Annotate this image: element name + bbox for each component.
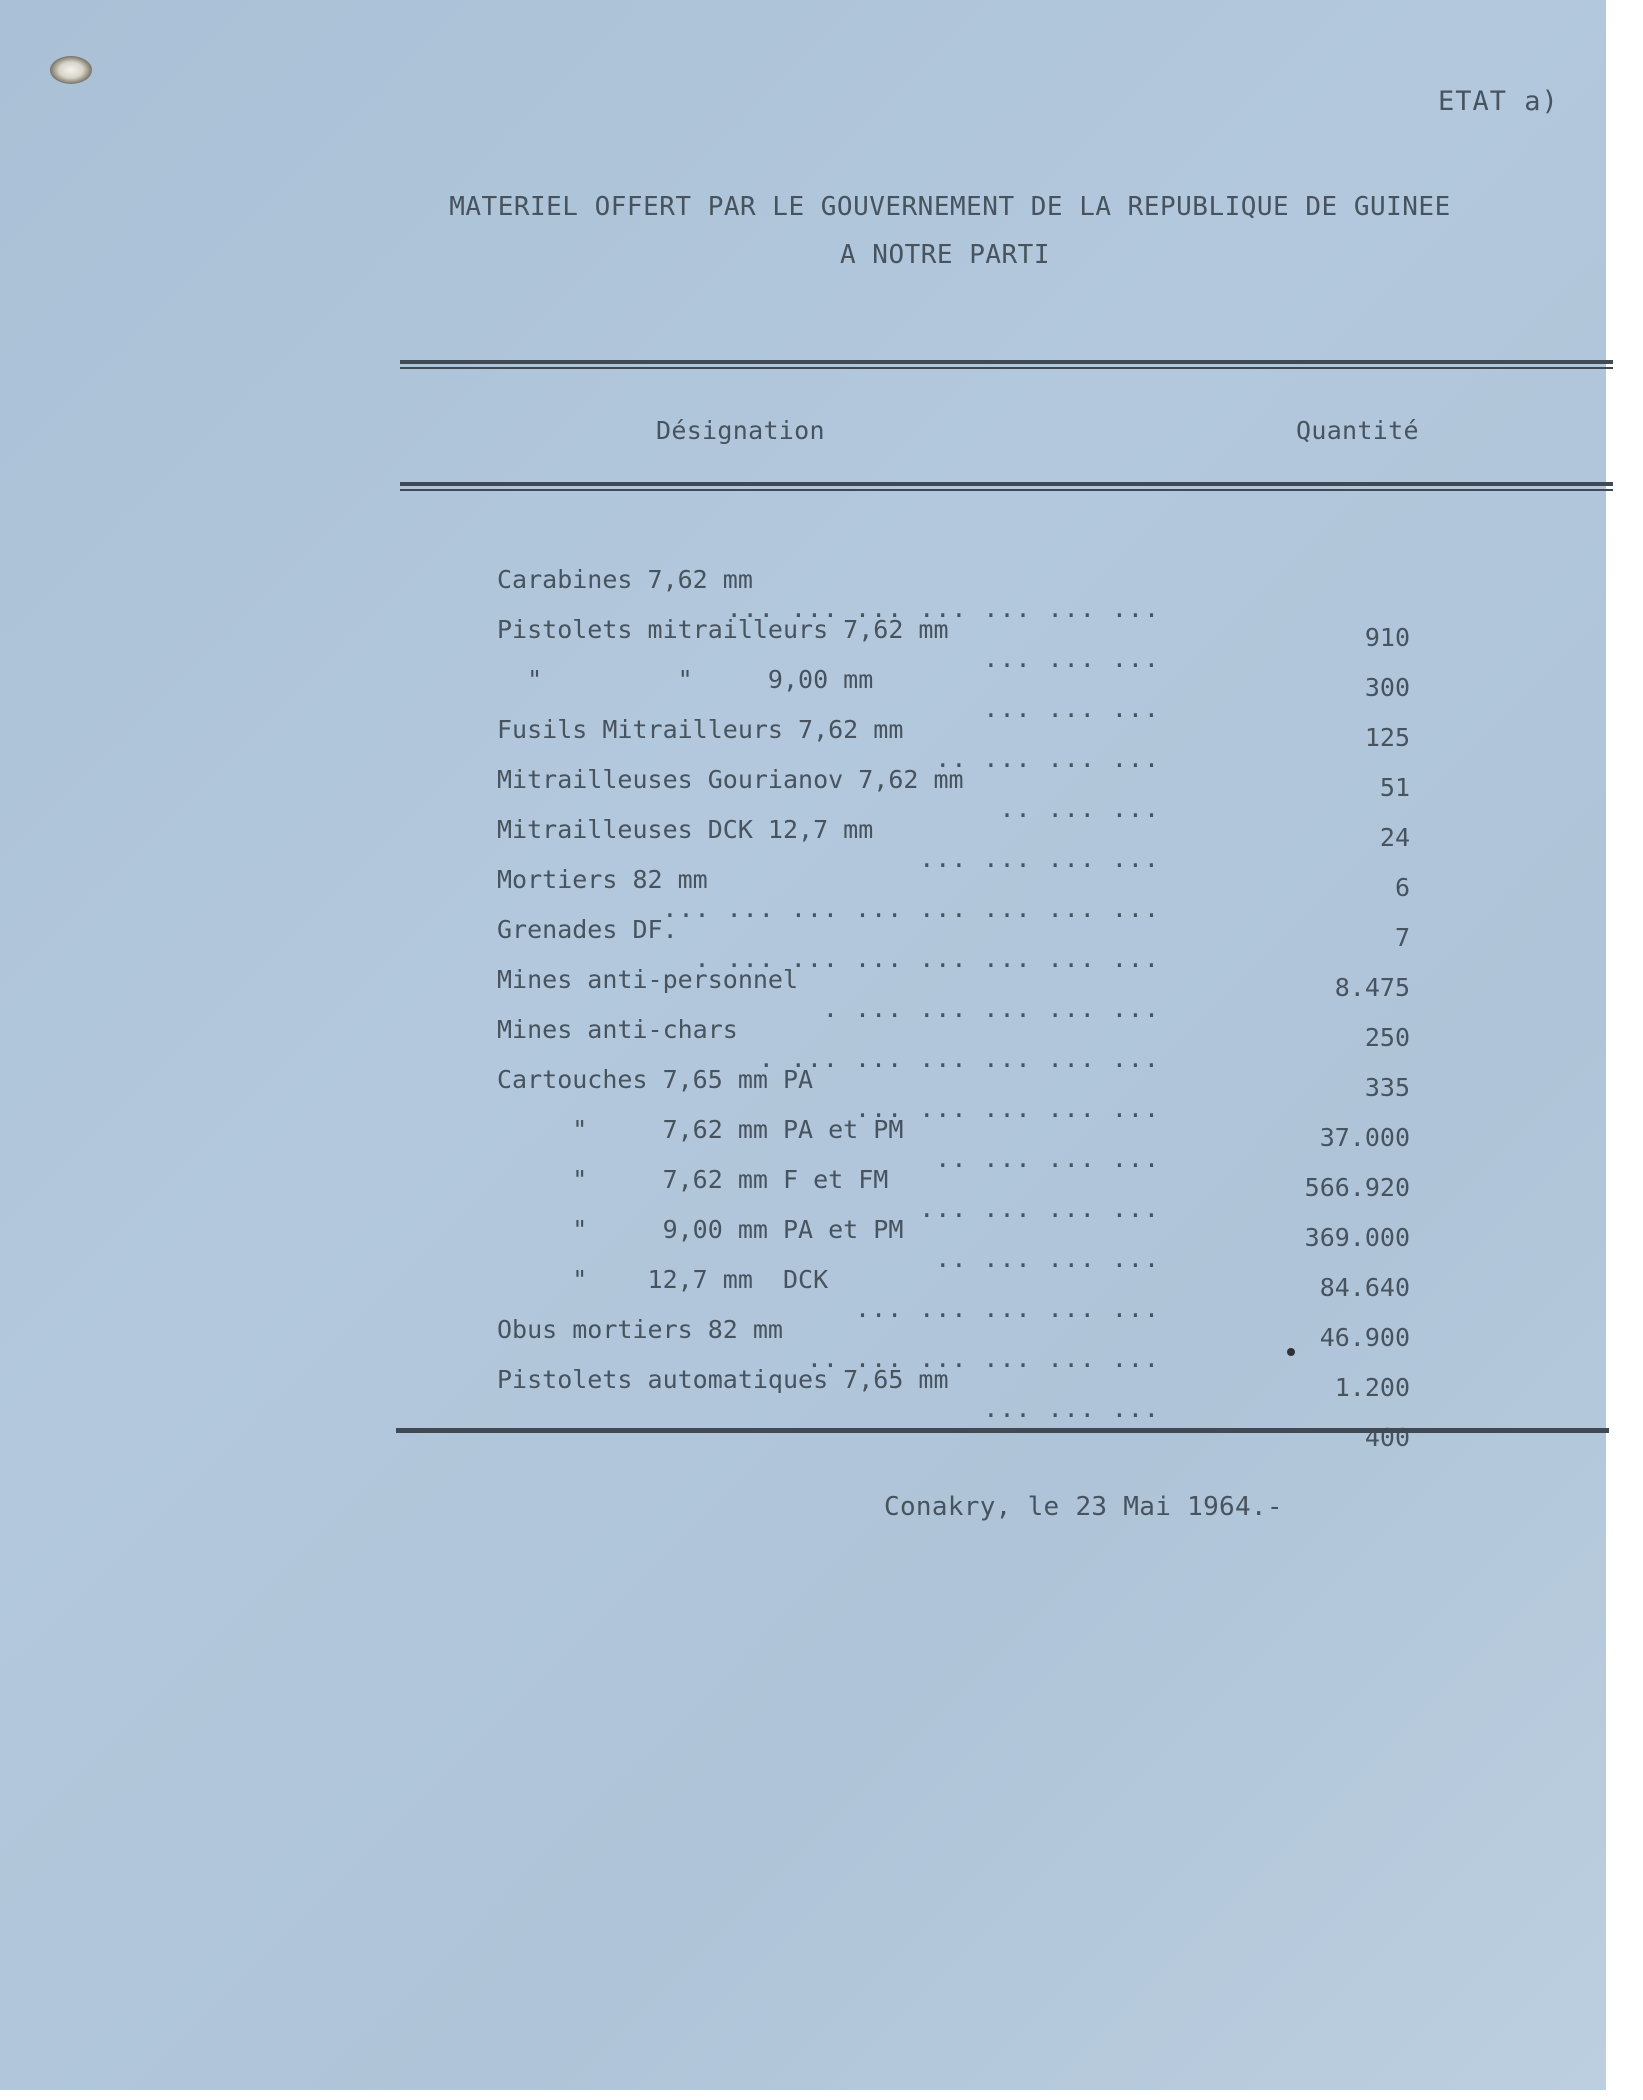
row-leader-dots: ... ... ... [983,1394,1160,1423]
row-leader-dots: .. ... ... [999,794,1160,823]
document-title-line-1: MATERIEL OFFERT PAR LE GOUVERNEMENT DE LA REPUBLIQUE DE GUINEE [449,192,1451,222]
row-leader-dots: ... ... ... ... [919,844,1160,873]
row-leader-dots: ... ... ... ... ... [855,1294,1160,1323]
row-quantity: 335 [1364,1073,1410,1102]
row-quantity: 1.200 [1334,1373,1410,1402]
table-bottom-rule [396,1428,1609,1433]
paper-stain [50,56,92,84]
column-header-designation: Désignation [656,416,825,445]
row-leader-dots: . ... ... ... ... ... ... ... [694,944,1160,973]
row-quantity: 400 [1364,1423,1410,1452]
ink-speck [1287,1348,1295,1356]
row-leader-dots: .. ... ... ... [935,744,1160,773]
row-quantity: 910 [1364,623,1410,652]
row-leader-dots: . ... ... ... ... ... ... [758,1044,1160,1073]
row-leader-dots: ... ... ... ... ... ... ... [726,594,1160,623]
table-top-rule-thin [400,367,1613,369]
document-reference: ETAT a) [1438,86,1559,117]
table-top-rule [400,360,1613,364]
header-bottom-rule-thin [400,489,1613,491]
row-quantity: 250 [1364,1023,1410,1052]
row-quantity: 37.000 [1319,1123,1410,1152]
place-and-date: Conakry, le 23 Mai 1964.- [884,1492,1283,1522]
row-designation: Mitrailleuses Gourianov 7,62 mm [497,765,979,794]
row-designation: Carabines 7,62 mm [497,565,783,594]
row-designation: " 7,62 mm PA et PM [497,1115,919,1144]
row-designation: Cartouches 7,65 mm PA [497,1065,844,1094]
row-leader-dots: .. ... ... ... [935,1244,1160,1273]
row-designation: Grenades DF. [497,915,693,944]
row-quantity: 51 [1379,773,1410,802]
document-title-line-2: A NOTRE PARTI [840,240,1050,270]
row-designation: " 7,62 mm F et FM [497,1165,904,1194]
header-bottom-rule [400,482,1613,486]
row-designation: Mitrailleuses DCK 12,7 mm [497,815,904,844]
row-quantity: 7 [1394,923,1410,952]
row-designation: Mortiers 82 mm [497,865,723,894]
row-leader-dots: .. ... ... ... ... ... [806,1344,1160,1373]
row-leader-dots: .. ... ... ... [935,1144,1160,1173]
row-quantity: 300 [1364,673,1410,702]
row-quantity: 46.900 [1319,1323,1410,1352]
row-quantity: 6 [1394,873,1410,902]
row-designation: Pistolets automatiques 7,65 mm [497,1365,964,1394]
row-designation: " 9,00 mm PA et PM [497,1215,919,1244]
row-quantity: 125 [1364,723,1410,752]
row-designation: " 12,7 mm DCK [497,1265,844,1294]
row-leader-dots: ... ... ... ... ... [855,1094,1160,1123]
column-header-quantite: Quantité [1296,416,1419,445]
row-quantity: 24 [1379,823,1410,852]
row-leader-dots: . ... ... ... ... ... [822,994,1160,1023]
row-designation: Mines anti-personnel [497,965,814,994]
row-designation: " " 9,00 mm [497,665,889,694]
row-quantity: 566.920 [1304,1173,1410,1202]
row-designation: Pistolets mitrailleurs 7,62 mm [497,615,964,644]
row-quantity: 369.000 [1304,1223,1410,1252]
row-leader-dots: ... ... ... ... ... ... ... ... [662,894,1160,923]
row-quantity: 84.640 [1319,1273,1410,1302]
row-designation: Fusils Mitrailleurs 7,62 mm [497,715,919,744]
row-leader-dots: ... ... ... ... [919,1194,1160,1223]
row-quantity: 8.475 [1334,973,1410,1002]
row-designation: Obus mortiers 82 mm [497,1315,799,1344]
row-leader-dots: ... ... ... [983,694,1160,723]
row-designation: Mines anti-chars [497,1015,753,1044]
row-leader-dots: ... ... ... [983,644,1160,673]
